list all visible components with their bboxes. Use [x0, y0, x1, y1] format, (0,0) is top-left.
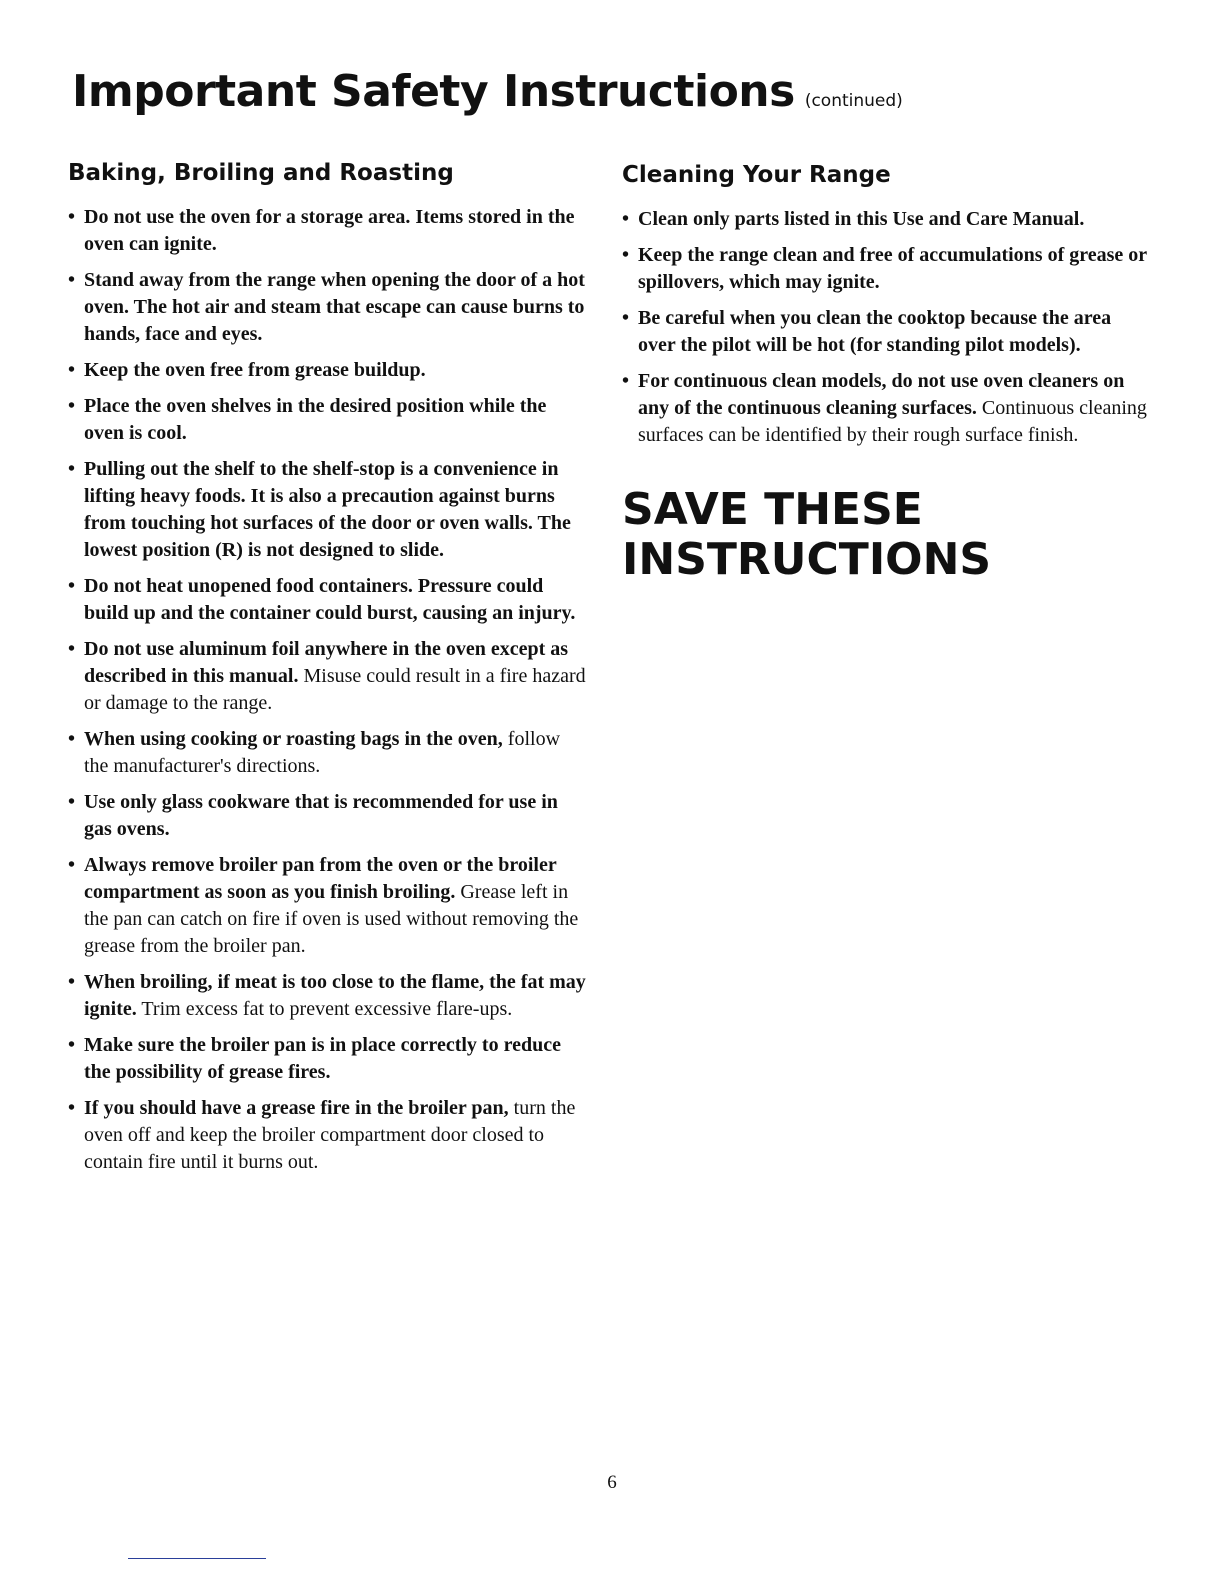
- save-instructions-banner: [622, 485, 1152, 585]
- list-item: • Place the oven shelves in the desired position while the oven is cool.: [68, 393, 588, 447]
- save-line-2: INSTRUCTIONS: [622, 534, 992, 585]
- footer-rule: [128, 1558, 266, 1559]
- cleaning-list: [622, 206, 1152, 449]
- baking-list: [68, 204, 588, 1176]
- section-heading-cleaning: Cleaning Your Range: [622, 162, 891, 188]
- list-item: • Do not heat unopened food containers. Pressure could build up and the container could burst, causing an injury.: [68, 573, 588, 627]
- save-line-1: SAVE THESE: [622, 484, 923, 535]
- page-title: [72, 66, 903, 117]
- page-number: 6: [607, 1472, 617, 1493]
- list-item: • Be careful when you clean the cooktop because the area over the pilot will be hot (for standing pilot models).: [622, 305, 1152, 359]
- list-item: • Clean only parts listed in this Use and Care Manual.: [622, 206, 1152, 233]
- list-item: • For continuous clean models, do not use oven cleaners on any of the continuous cleaning surfaces. Continuous cleaning surfaces can be identified by their rough surface finish.: [622, 368, 1152, 449]
- list-item: • Keep the range clean and free of accumulations of grease or spillovers, which may ignite.: [622, 242, 1152, 296]
- list-item: • When using cooking or roasting bags in the oven, follow the manufacturer's directions.: [68, 726, 588, 780]
- list-item: • Use only glass cookware that is recommended for use in gas ovens.: [68, 789, 588, 843]
- list-item: • Do not use the oven for a storage area. Items stored in the oven can ignite.: [68, 204, 588, 258]
- list-item: • Make sure the broiler pan is in place correctly to reduce the possibility of grease fires.: [68, 1032, 588, 1086]
- left-column: [68, 160, 588, 1185]
- list-item: • Always remove broiler pan from the oven or the broiler compartment as soon as you finish broiling. Grease left in the pan can catch on fire if oven is used without removing the grease from the broiler pan.: [68, 852, 588, 960]
- list-item: • Keep the oven free from grease buildup.: [68, 357, 588, 384]
- list-item: • Stand away from the range when opening the door of a hot oven. The hot air and steam that escape can cause burns to hands, face and eyes.: [68, 267, 588, 348]
- list-item: • Pulling out the shelf to the shelf-stop is a convenience in lifting heavy foods. It is also a precaution against burns from touching hot surfaces of the door or oven walls. The lowest position (R) is not designed to slide.: [68, 456, 588, 564]
- list-item: • When broiling, if meat is too close to the flame, the fat may ignite. Trim excess fat to prevent excessive flare-ups.: [68, 969, 588, 1023]
- section-heading-baking: Baking, Broiling and Roasting: [68, 160, 454, 186]
- right-column: [622, 162, 1152, 585]
- list-item: • Do not use aluminum foil anywhere in the oven except as described in this manual. Misuse could result in a fire hazard or damage to the range.: [68, 636, 588, 717]
- title-text: Important Safety Instructions: [72, 66, 795, 117]
- list-item: • If you should have a grease fire in the broiler pan, turn the oven off and keep the broiler compartment door closed to contain fire until it burns out.: [68, 1095, 588, 1176]
- title-continued: (continued): [804, 91, 903, 111]
